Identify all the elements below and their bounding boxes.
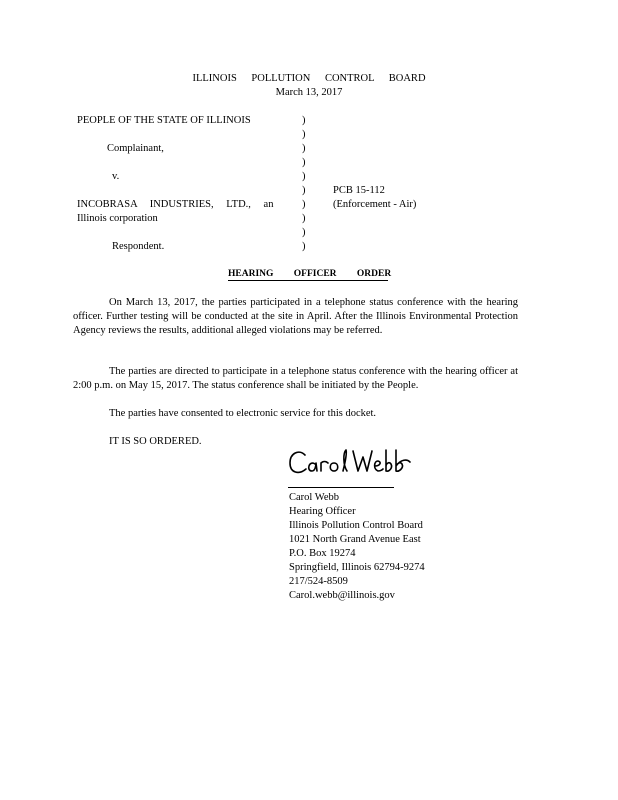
order-paragraph-4: IT IS SO ORDERED. bbox=[109, 436, 202, 447]
case-number: PCB 15-112 bbox=[333, 185, 385, 196]
officer-name: Carol Webb bbox=[289, 492, 339, 503]
versus-label: v. bbox=[112, 171, 120, 182]
street-address: 1021 North Grand Avenue East bbox=[289, 534, 421, 545]
order-date: March 13, 2017 bbox=[275, 87, 343, 98]
signature-block bbox=[289, 491, 425, 603]
officer-title: Hearing Officer bbox=[289, 506, 356, 517]
phone-number: 217/524-8509 bbox=[289, 576, 348, 587]
order-paragraph-1: On March 13, 2017, the parties participated in a telephone status conference with the hearing officer. Further testing will be conducted at the site in April. After the Illinois Environmental Protection Agency reviews the results, additional alleged violations may be referred. bbox=[73, 297, 518, 336]
city-state-zip: Springfield, Illinois 62794-9274 bbox=[289, 562, 425, 573]
order-paragraph-3: The parties have consented to electronic service for this docket. bbox=[109, 408, 377, 419]
board-name: Illinois Pollution Control Board bbox=[289, 520, 423, 531]
order-paragraph-2: The parties are directed to participate in a telephone status conference with the hearing officer at 2:00 p.m. on May 15, 2017. The status conference shall be initiated by the People. bbox=[73, 366, 518, 391]
po-box: P.O. Box 19274 bbox=[289, 548, 356, 559]
defendant-name-line2: Illinois corporation bbox=[77, 213, 158, 224]
email-address: Carol.webb@illinois.gov bbox=[289, 590, 395, 601]
agency-name: ILLINOIS POLLUTION CONTROL BOARD bbox=[192, 73, 426, 84]
plaintiff-role: Complainant, bbox=[107, 143, 164, 154]
order-title: HEARING OFFICER ORDER bbox=[228, 269, 392, 279]
handwritten-signature bbox=[287, 447, 412, 481]
defendant-role: Respondent. bbox=[112, 241, 165, 252]
case-type: (Enforcement - Air) bbox=[333, 199, 417, 210]
plaintiff-name: PEOPLE OF THE STATE OF ILLINOIS bbox=[77, 115, 251, 126]
caption-paren-column: ) ) ) ) ) ) ) ) ) ) bbox=[302, 115, 306, 252]
signature-line bbox=[288, 487, 394, 488]
defendant-name-line1: INCOBRASA INDUSTRIES, LTD., an bbox=[77, 199, 274, 210]
